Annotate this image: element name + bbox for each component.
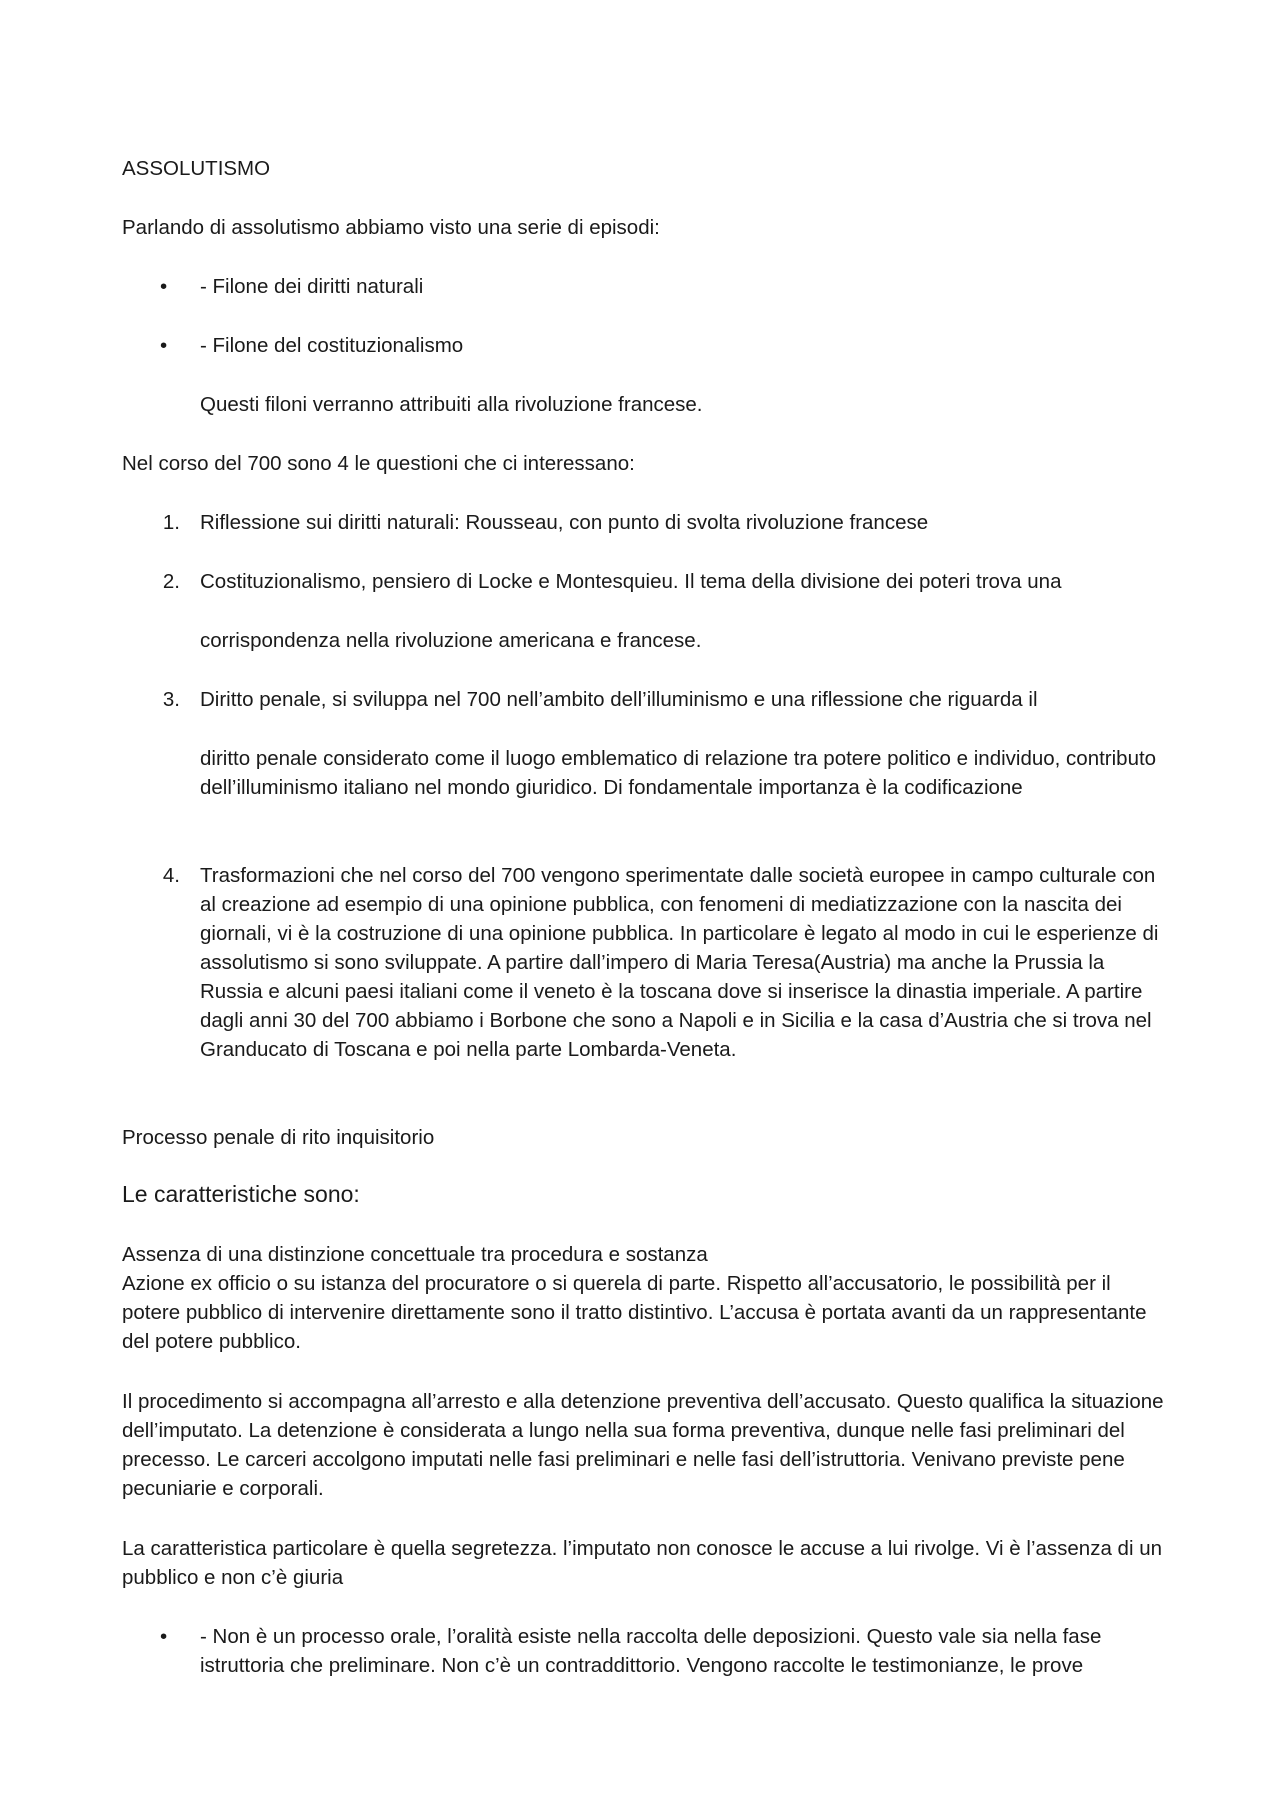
intro-paragraph: Parlando di assolutismo abbiamo visto una serie di episodi: bbox=[122, 216, 660, 239]
paragraph-procedimento: Il procedimento si accompagna all’arresto e alla detenzione preventiva dell’accusato. Questo qualifica la situazione dell’imputato. La detenzione è considerata a lungo nella sua forma preventiva, dunque nelle fasi preliminari del precesso. Le carceri accolgono imputati nelle fasi preliminari e nelle fasi dell’istruttoria. Venivano previste pene pecuniarie e corporali. bbox=[122, 1390, 1164, 1500]
list-number: 3. bbox=[162, 688, 180, 711]
list-number: 1. bbox=[162, 511, 180, 534]
paragraph-assenza: Assenza di una distinzione concettuale tra procedura e sostanza bbox=[122, 1243, 708, 1266]
list-item-3-line-1: Diritto penale, si sviluppa nel 700 nell’ambito dell’illuminismo e una riflessione che riguarda il bbox=[200, 688, 1038, 711]
list-item-2-line-1: Costituzionalismo, pensiero di Locke e Montesquieu. Il tema della divisione dei poteri trova una bbox=[200, 570, 1062, 593]
questions-intro: Nel corso del 700 sono 4 le questioni che ci interessano: bbox=[122, 452, 635, 475]
bullet-marker: • bbox=[160, 334, 168, 357]
bullet-item-diritti-naturali: - Filone dei diritti naturali bbox=[200, 275, 424, 298]
bullet-item-costituzionalismo: - Filone del costituzionalismo bbox=[200, 334, 464, 357]
caratteristiche-heading: Le caratteristiche sono: bbox=[122, 1181, 360, 1207]
list-item-3-continuation: diritto penale considerato come il luogo emblematico di relazione tra potere politico e individuo, contributo dell’illuminismo italiano nel mondo giuridico. Di fondamentale importanza è la codificazione bbox=[200, 747, 1157, 799]
processo-title: Processo penale di rito inquisitorio bbox=[122, 1126, 435, 1149]
list-number: 4. bbox=[162, 864, 180, 887]
list-item-2-line-2: corrispondenza nella rivoluzione americana e francese. bbox=[200, 629, 702, 652]
filoni-note: Questi filoni verranno attribuiti alla rivoluzione francese. bbox=[200, 393, 703, 416]
list-item-1-text: Riflessione sui diritti naturali: Rousseau, con punto di svolta rivoluzione francese bbox=[200, 511, 929, 534]
list-number: 2. bbox=[162, 570, 180, 593]
paragraph-azione: Azione ex officio o su istanza del procuratore o si querela di parte. Rispetto all’accusatorio, le possibilità per il potere pubblico di intervenire direttamente sono il tratto distintivo. L’accusa è portata avanti da un rappresentante del potere pubblico. bbox=[122, 1272, 1147, 1353]
bullet-marker: • bbox=[160, 1625, 168, 1648]
document-title: ASSOLUTISMO bbox=[122, 157, 271, 180]
paragraph-segretezza: La caratteristica particolare è quella segretezza. l’imputato non conosce le accuse a lui rivolge. Vi è l’assenza di un pubblico e non c’è giuria bbox=[122, 1537, 1163, 1589]
bullet-item-processo-orale: - Non è un processo orale, l’oralità esiste nella raccolta delle deposizioni. Questo vale sia nella fase istruttoria che preliminare. Non c’è un contraddittorio. Vengono raccolte le testimonianze, le prove bbox=[200, 1625, 1102, 1677]
bullet-marker: • bbox=[160, 275, 168, 298]
list-item-4-text: Trasformazioni che nel corso del 700 vengono sperimentate dalle società europee in campo culturale con al creazione ad esempio di una opinione pubblica, con fenomeni di mediatizzazione con la nascita dei giornali, vi è la costruzione di una opinione pubblica. In particolare è legato al modo in cui le esperienze di assolutismo si sono sviluppate. A partire dall’impero di Maria Teresa(Austria) ma anche la Prussia la Russia e alcuni paesi italiani come il veneto è la toscana dove si inserisce la dinastia imperiale. A partire dagli anni 30 del 700 abbiamo i Borbone che sono a Napoli e in Sicilia e la casa d’Austria che si trova nel Granducato di Toscana e poi nella parte Lombarda-Veneta. bbox=[200, 864, 1159, 1061]
